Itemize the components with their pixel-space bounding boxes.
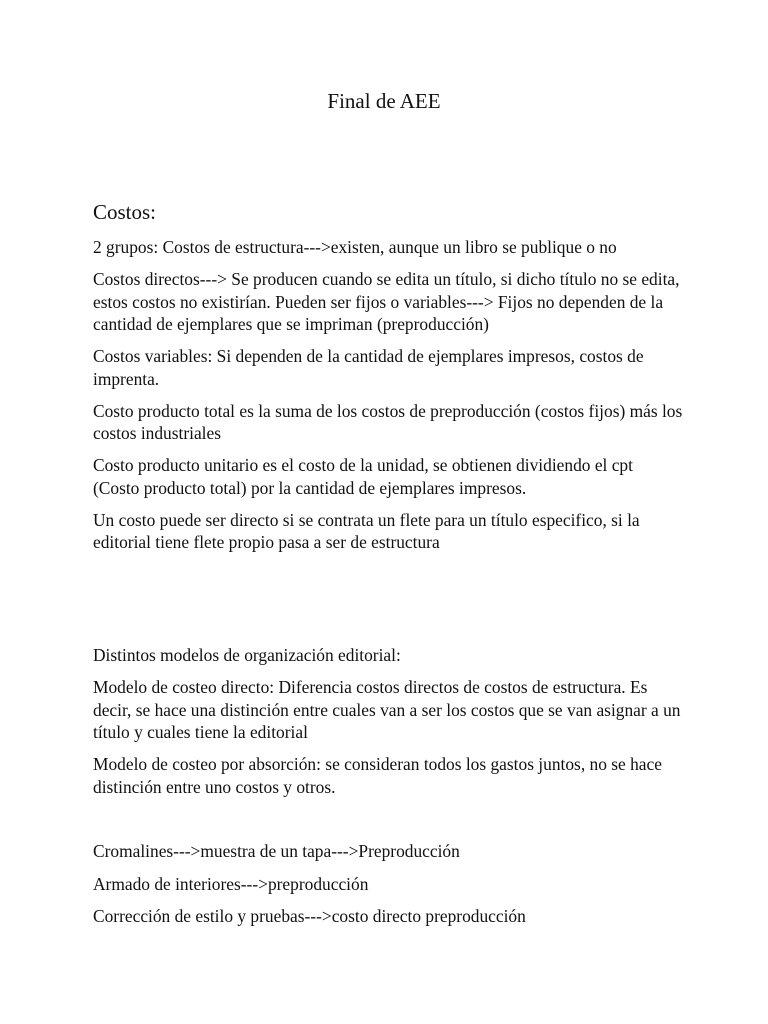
document-title: Final de AEE <box>327 89 441 113</box>
paragraph: Costo producto unitario es el costo de la unidad, se obtienen dividiendo el cpt (Costo producto total) por la cantidad de ejemplares impresos. <box>93 455 633 498</box>
items-block <box>93 840 683 938</box>
paragraph: Armado de interiores--->preproducción <box>93 873 369 894</box>
paragraph: Costos variables: Si dependen de la cantidad de ejemplares impresos, costos de imprenta. <box>93 346 644 389</box>
paragraph: Costos directos---> Se producen cuando se edita un título, si dicho título no se edita, estos costos no existirían. Pueden ser fijos o variables---> Fijos no dependen de la cantidad de ejemplares que se impriman (preproducción) <box>93 269 680 334</box>
paragraph: Costo producto total es la suma de los costos de preproducción (costos fijos) más los costos industriales <box>93 400 683 443</box>
costos-block <box>93 236 683 563</box>
paragraph: Cromalines--->muestra de un tapa--->Preproducción <box>93 841 460 861</box>
paragraph: Modelo de costeo directo: Diferencia costos directos de costos de estructura. Es decir, se hace una distinción entre cuales van a ser los costos que se van asignar a un título y cuales tiene la editorial <box>93 677 681 742</box>
paragraph: Distintos modelos de organización editorial: <box>93 645 401 665</box>
paragraph: 2 grupos: Costos de estructura--->existen, aunque un libro se publique o no <box>93 237 617 257</box>
section-heading-costos: Costos: <box>93 200 157 224</box>
paragraph: Modelo de costeo por absorción: se consideran todos los gastos juntos, no se hace distinción entre uno costos y otros. <box>93 754 662 797</box>
paragraph: Corrección de estilo y pruebas--->costo directo preproducción <box>93 906 526 926</box>
modelos-block <box>93 644 683 808</box>
paragraph: Un costo puede ser directo si se contrata un flete para un título especifico, si la editorial tiene flete propio pasa a ser de estructura <box>93 509 640 552</box>
